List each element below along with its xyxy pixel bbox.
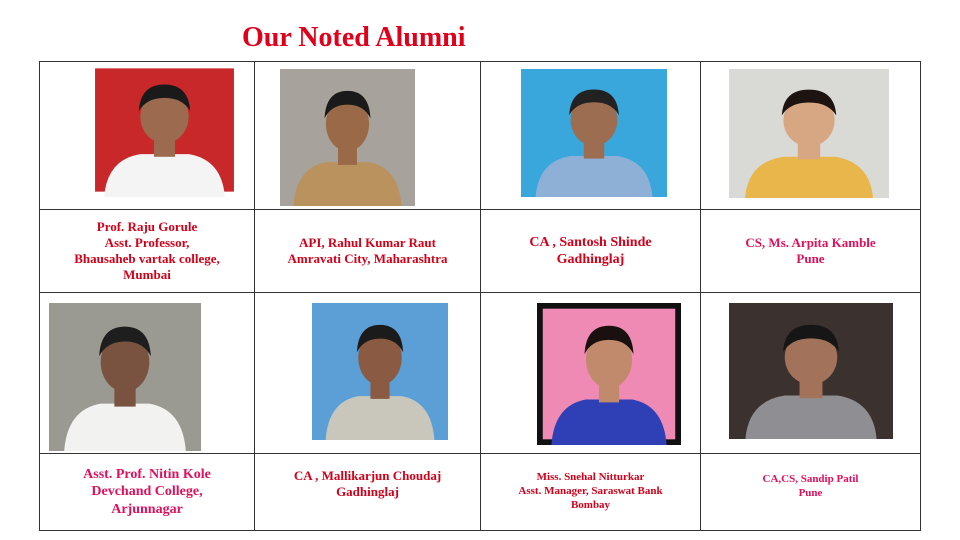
alumni-caption: [255, 468, 480, 501]
portrait-image: [521, 69, 667, 197]
caption-cell: [481, 454, 701, 531]
portrait-image: [89, 63, 240, 197]
caption-cell: [701, 210, 921, 293]
alumni-photo: [521, 69, 667, 197]
caption-line: Miss. Snehal Nitturkar: [536, 471, 645, 484]
caption-cell: [481, 210, 701, 293]
portrait-image: [49, 303, 201, 451]
photo-cell: [701, 293, 921, 454]
alumni-photo: [89, 63, 240, 197]
caption-line: Mumbai: [123, 267, 171, 283]
portrait-image: [537, 303, 681, 445]
caption-line: API, Rahul Kumar Raut: [298, 234, 436, 250]
alumni-photo: [537, 303, 681, 445]
caption-line: CA , Mallikarjun Choudaj: [293, 467, 442, 483]
caption-line: Devchand College,: [91, 484, 203, 500]
alumni-photo: [312, 303, 448, 440]
photo-cell: [40, 62, 255, 210]
caption-cell: [40, 210, 255, 293]
portrait-image: [729, 69, 889, 198]
portrait-image: [280, 69, 415, 206]
caption-line: CS, Ms. Arpita Kamble: [745, 234, 876, 250]
photo-cell: [255, 62, 481, 210]
caption-line: Bhausaheb vartak college,: [74, 251, 220, 266]
photo-cell: [481, 293, 701, 454]
caption-line: Pune: [798, 487, 823, 499]
caption-line: Amravati City, Maharashtra: [287, 251, 448, 266]
alumni-grid: [39, 61, 921, 531]
caption-line: Asst. Professor,: [104, 234, 190, 250]
alumni-caption: [40, 219, 254, 284]
alumni-caption: [255, 235, 480, 268]
caption-line: Pune: [796, 251, 825, 266]
alumni-photo: [280, 69, 415, 206]
photo-cell: [255, 293, 481, 454]
alumni-caption: [701, 235, 920, 268]
page-title: Our Noted Alumni: [242, 22, 466, 53]
portrait-image: [729, 303, 893, 439]
caption-cell: [40, 454, 255, 531]
portrait-image: [312, 303, 448, 440]
caption-line: Arjunnagar: [111, 501, 183, 517]
caption-line: Gadhinglaj: [556, 252, 625, 267]
caption-cell: [701, 454, 921, 531]
alumni-caption: [40, 466, 254, 519]
alumni-photo: [729, 69, 889, 198]
alumni-photo: [49, 303, 201, 451]
caption-line: CA , Santosh Shinde: [529, 234, 652, 250]
photo-cell: [481, 62, 701, 210]
alumni-caption: [481, 234, 700, 269]
alumni-caption: [481, 471, 700, 512]
caption-line: Gadhinglaj: [336, 484, 399, 499]
photo-cell: [701, 62, 921, 210]
alumni-caption: [701, 473, 920, 501]
photo-cell: [40, 293, 255, 454]
alumni-photo: [729, 303, 893, 439]
caption-line: Asst. Prof. Nitin Kole: [83, 466, 211, 482]
caption-line: CA,CS, Sandip Patil: [762, 473, 859, 486]
caption-line: Asst. Manager, Saraswat Bank: [518, 485, 663, 498]
caption-line: Bombay: [570, 498, 611, 511]
caption-line: Prof. Raju Gorule: [96, 218, 198, 234]
caption-cell: [255, 210, 481, 293]
caption-cell: [255, 454, 481, 531]
